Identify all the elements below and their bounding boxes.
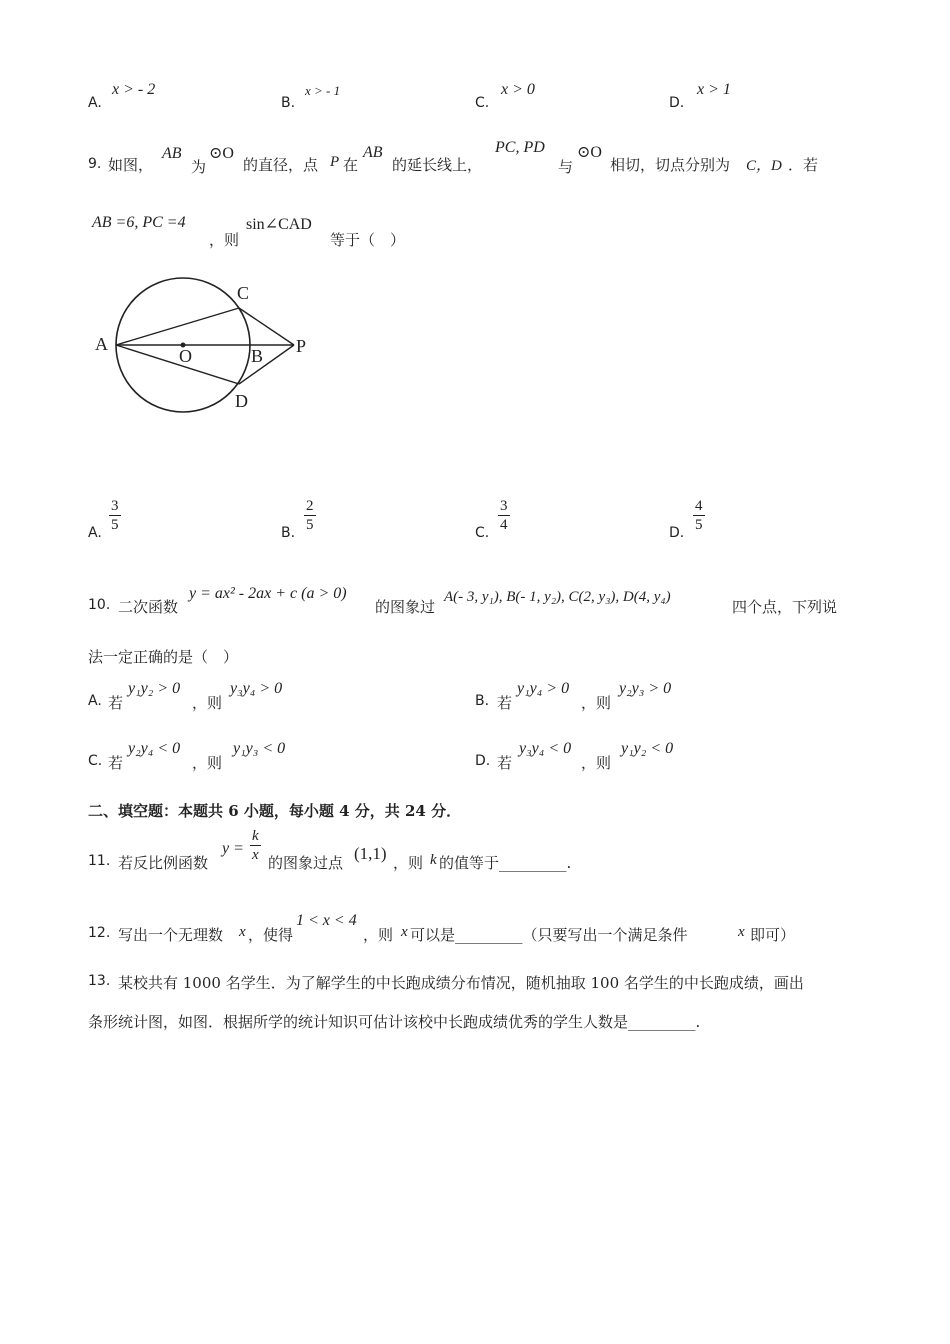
q10-option-c-result: y₁y₃ < 0 [233, 740, 286, 757]
q9-text-2: 为 [191, 158, 207, 176]
q9-text-3: 的直径，点 [243, 156, 319, 174]
q10-option-c-then: ，则 [192, 754, 223, 772]
q12-math-x: x [239, 924, 246, 940]
q10-text-4: 法一定正确的是（ ） [88, 648, 239, 666]
q8-option-b: x > - 1 [305, 83, 341, 98]
q9-option-a-label: A. [88, 525, 102, 541]
label-p: P [296, 336, 307, 356]
q10-option-a-label: A. [88, 693, 102, 709]
q9-option-c-label: C. [475, 525, 490, 541]
q10-option-a-result: y₃y₄ > 0 [230, 680, 283, 697]
q11-math-point: (1,1) [354, 844, 387, 863]
q9-option-d-label: D. [669, 525, 685, 541]
q10-math-points: A(- 3, y₁), B(- 1, y₂), C(2, y₃), D(4, y₄) [444, 589, 671, 605]
q10-option-d-cond: y₃y₄ < 0 [519, 740, 572, 757]
q10-option-b-cond: y₁y₄ > 0 [517, 680, 570, 697]
q9-math-c-d: C，D [746, 158, 782, 174]
q10-option-c-if: 若 [108, 754, 124, 772]
q12-text-2: ，使得 [248, 926, 294, 944]
q8-option-a: x > - 2 [112, 81, 156, 98]
q9-text-5: 的延长线上， [392, 156, 483, 174]
q10-option-a-if: 若 [108, 694, 124, 712]
q12-text-4: 可以是_________（只要写出一个满足条件 [410, 926, 688, 944]
q8-option-a-label: A. [88, 95, 102, 111]
section-2-heading: 二、填空题：本题共 6 小题，每小题 4 分，共 24 分． [88, 802, 462, 820]
q9-text-4: 在 [343, 156, 359, 174]
q11-math-fraction: $\frac{k}{x}$ [252, 828, 259, 863]
label-o: O [179, 346, 192, 366]
q9-math-circle: ⊙O [209, 145, 234, 162]
q11-text-3: ，则 [393, 854, 424, 872]
q11-number: 11. [88, 853, 111, 869]
q10-option-b-then: ，则 [581, 694, 612, 712]
q10-option-d-result: y₁y₂ < 0 [621, 740, 674, 757]
q13-line-1: 某校共有 1000 名学生．为了解学生的中长跑成绩分布情况，随机抽取 100 名学生的中长跑成绩，画出 [118, 974, 804, 992]
q11-math-y: y = [222, 840, 244, 857]
q12-math-x-3: x [738, 924, 745, 940]
q10-option-a-then: ，则 [192, 694, 223, 712]
q8-option-c-label: C. [475, 95, 490, 111]
label-d: D [235, 391, 248, 411]
q13-line-2: 条形统计图，如图．根据所学的统计知识可估计该校中长跑成绩优秀的学生人数是_________. [88, 1013, 701, 1031]
q9-math-ab: AB [162, 145, 182, 162]
q9-math-ab-2: AB [363, 144, 383, 161]
q9-option-b-fraction: $\frac{2}{5}$ [306, 498, 314, 533]
q10-text-3: 四个点，下列说 [732, 598, 838, 616]
q10-text-1: 二次函数 [118, 598, 179, 616]
label-b: B [251, 346, 264, 366]
q9-text-1: 如图， [108, 156, 154, 174]
q9-math-sin: sin∠CAD [246, 216, 312, 233]
q11-text-1: 若反比例函数 [118, 854, 209, 872]
q11-text-4: 的值等于_________. [439, 854, 572, 872]
q12-number: 12. [88, 925, 111, 941]
q10-option-d-then: ，则 [581, 754, 612, 772]
q11-text-2: 的图象过点 [268, 854, 344, 872]
q9-option-b-label: B. [281, 525, 296, 541]
q9-option-a-fraction: $\frac{3}{5}$ [111, 498, 119, 533]
q8-option-d-label: D. [669, 95, 685, 111]
q12-text-5: 即可） [750, 926, 796, 944]
q9-text-10: 等于（ ） [330, 231, 406, 249]
q10-option-b-result: y₂y₃ > 0 [619, 680, 672, 697]
q10-option-d-label: D. [475, 753, 491, 769]
q10-option-b-if: 若 [497, 694, 513, 712]
q10-text-2: 的图象过 [375, 598, 436, 616]
q10-number: 10. [88, 597, 111, 613]
q9-option-d-fraction: $\frac{4}{5}$ [695, 498, 703, 533]
q10-option-c-label: C. [88, 753, 103, 769]
q10-option-c-cond: y₂y₄ < 0 [128, 740, 181, 757]
q9-number: 9. [88, 156, 102, 172]
q10-math-function: y = ax² - 2ax + c (a > 0) [189, 585, 347, 602]
q8-option-c: x > 0 [501, 81, 535, 98]
q8-option-d: x > 1 [697, 81, 731, 98]
label-c: C [237, 283, 250, 303]
line-ad [116, 345, 239, 384]
q10-option-a-cond: y₁y₂ > 0 [128, 680, 181, 697]
q12-math-x-2: x [401, 924, 408, 940]
q9-math-pc-pd: PC, PD [495, 139, 545, 156]
q9-text-8: ．若 [788, 156, 819, 174]
line-ac [116, 308, 239, 345]
q11-math-k: k [430, 852, 437, 868]
label-a: A [95, 334, 108, 354]
q13-number: 13. [88, 973, 111, 989]
q9-math-circle-2: ⊙O [577, 144, 602, 161]
q9-text-9: ，则 [209, 231, 240, 249]
q12-text-3: ，则 [363, 926, 394, 944]
q9-figure [88, 272, 328, 422]
q9-option-c-fraction: $\frac{3}{4}$ [500, 498, 508, 533]
q12-math-inequality: 1 < x < 4 [296, 912, 357, 929]
q9-text-7: 相切，切点分别为 [610, 156, 731, 174]
q10-option-d-if: 若 [497, 754, 513, 772]
q9-text-6: 与 [558, 158, 574, 176]
q12-text-1: 写出一个无理数 [118, 926, 224, 944]
q9-math-given: AB =6, PC =4 [92, 214, 186, 231]
q9-math-p: P [330, 154, 340, 170]
q8-option-b-label: B. [281, 95, 296, 111]
q10-option-b-label: B. [475, 693, 490, 709]
